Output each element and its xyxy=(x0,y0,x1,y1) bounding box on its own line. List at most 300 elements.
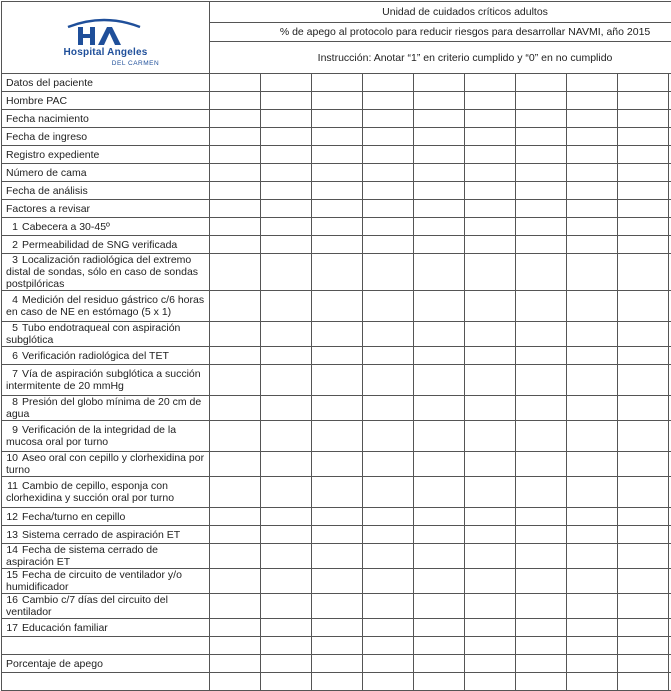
checklist-cell[interactable] xyxy=(363,164,414,182)
table-row xyxy=(2,236,671,254)
checklist-cell[interactable] xyxy=(618,452,669,477)
checklist-cell[interactable] xyxy=(210,146,261,164)
checklist-cell[interactable] xyxy=(618,637,669,655)
checklist-cell[interactable] xyxy=(210,637,261,655)
row-label-text: Medición del residuo gástrico c/6 horas en caso de NE en estómago (5 x 1) xyxy=(6,294,204,318)
checklist-cell[interactable] xyxy=(465,347,516,365)
logo-subtitle: DEL CARMEN xyxy=(2,58,209,70)
checklist-cell[interactable] xyxy=(414,452,465,477)
navmi-checklist-table xyxy=(1,1,671,691)
checklist-cell[interactable] xyxy=(261,508,312,526)
checklist-cell[interactable] xyxy=(363,508,414,526)
checklist-cell[interactable] xyxy=(465,92,516,110)
checklist-cell[interactable] xyxy=(261,544,312,569)
checklist-cell[interactable] xyxy=(363,200,414,218)
table-row xyxy=(2,146,671,164)
checklist-cell[interactable] xyxy=(312,452,363,477)
checklist-cell[interactable] xyxy=(465,452,516,477)
checklist-cell[interactable] xyxy=(465,218,516,236)
checklist-cell[interactable] xyxy=(261,619,312,637)
checklist-cell[interactable] xyxy=(210,254,261,291)
hospital-logo xyxy=(2,5,209,71)
checklist-cell[interactable] xyxy=(261,637,312,655)
checklist-cell[interactable] xyxy=(618,291,669,322)
logo-name: Hospital Angeles xyxy=(2,47,209,59)
checklist-cell[interactable] xyxy=(516,452,567,477)
checklist-cell[interactable] xyxy=(567,452,618,477)
row-label xyxy=(2,477,210,508)
checklist-cell[interactable] xyxy=(618,128,669,146)
checklist-cell[interactable] xyxy=(414,347,465,365)
checklist-cell[interactable] xyxy=(414,637,465,655)
table-row xyxy=(2,569,671,594)
checklist-cell[interactable] xyxy=(312,322,363,347)
checklist-cell[interactable] xyxy=(363,322,414,347)
checklist-cell[interactable] xyxy=(312,637,363,655)
checklist-cell[interactable] xyxy=(261,526,312,544)
checklist-cell[interactable] xyxy=(363,92,414,110)
checklist-cell[interactable] xyxy=(312,421,363,452)
checklist-cell[interactable] xyxy=(465,182,516,200)
checklist-cell[interactable] xyxy=(414,322,465,347)
checklist-cell[interactable] xyxy=(465,655,516,673)
checklist-cell[interactable] xyxy=(363,452,414,477)
row-number: 15 xyxy=(6,569,18,581)
checklist-cell[interactable] xyxy=(618,396,669,421)
checklist-cell[interactable] xyxy=(516,347,567,365)
checklist-cell[interactable] xyxy=(312,477,363,508)
checklist-cell[interactable] xyxy=(516,164,567,182)
checklist-cell[interactable] xyxy=(618,421,669,452)
checklist-cell[interactable] xyxy=(465,619,516,637)
checklist-cell[interactable] xyxy=(210,477,261,508)
checklist-cell[interactable] xyxy=(261,146,312,164)
checklist-cell[interactable] xyxy=(312,365,363,396)
checklist-cell[interactable] xyxy=(261,477,312,508)
checklist-cell[interactable] xyxy=(210,322,261,347)
checklist-cell[interactable] xyxy=(414,594,465,619)
checklist-cell[interactable] xyxy=(567,146,618,164)
checklist-cell[interactable] xyxy=(312,74,363,92)
checklist-cell[interactable] xyxy=(567,655,618,673)
checklist-cell[interactable] xyxy=(465,477,516,508)
checklist-cell[interactable] xyxy=(618,218,669,236)
checklist-cell[interactable] xyxy=(414,164,465,182)
checklist-cell[interactable] xyxy=(261,110,312,128)
row-label xyxy=(2,182,210,200)
checklist-cell[interactable] xyxy=(363,128,414,146)
checklist-cell[interactable] xyxy=(261,164,312,182)
checklist-cell[interactable] xyxy=(618,508,669,526)
checklist-cell[interactable] xyxy=(312,164,363,182)
logo-cell xyxy=(2,2,210,74)
row-label xyxy=(2,200,210,218)
checklist-cell[interactable] xyxy=(312,110,363,128)
checklist-cell[interactable] xyxy=(363,218,414,236)
table-row xyxy=(2,655,671,673)
checklist-cell[interactable] xyxy=(363,365,414,396)
row-number: 7 xyxy=(6,368,18,380)
table-row xyxy=(2,396,671,421)
header-unit-title: Unidad de cuidados críticos adultos xyxy=(210,2,671,23)
checklist-cell[interactable] xyxy=(618,110,669,128)
checklist-cell[interactable] xyxy=(465,396,516,421)
checklist-cell[interactable] xyxy=(363,526,414,544)
checklist-cell[interactable] xyxy=(516,544,567,569)
checklist-cell[interactable] xyxy=(414,365,465,396)
checklist-cell[interactable] xyxy=(465,146,516,164)
checklist-cell[interactable] xyxy=(414,236,465,254)
checklist-cell[interactable] xyxy=(618,619,669,637)
checklist-cell[interactable] xyxy=(210,236,261,254)
checklist-cell[interactable] xyxy=(618,365,669,396)
checklist-cell[interactable] xyxy=(567,347,618,365)
checklist-cell[interactable] xyxy=(618,544,669,569)
checklist-cell[interactable] xyxy=(414,421,465,452)
checklist-cell[interactable] xyxy=(312,619,363,637)
checklist-cell[interactable] xyxy=(516,396,567,421)
checklist-cell[interactable] xyxy=(516,322,567,347)
checklist-cell[interactable] xyxy=(210,421,261,452)
checklist-cell[interactable] xyxy=(261,421,312,452)
checklist-cell[interactable] xyxy=(261,254,312,291)
checklist-cell[interactable] xyxy=(261,569,312,594)
checklist-cell[interactable] xyxy=(516,110,567,128)
checklist-cell[interactable] xyxy=(261,74,312,92)
checklist-cell[interactable] xyxy=(465,594,516,619)
checklist-cell[interactable] xyxy=(414,146,465,164)
checklist-cell[interactable] xyxy=(312,544,363,569)
checklist-cell[interactable] xyxy=(210,92,261,110)
checklist-cell[interactable] xyxy=(261,347,312,365)
checklist-cell[interactable] xyxy=(210,508,261,526)
checklist-cell[interactable] xyxy=(210,569,261,594)
row-label-text: Educación familiar xyxy=(22,622,108,634)
checklist-cell[interactable] xyxy=(618,182,669,200)
row-label-text: Hombre PAC xyxy=(6,95,67,107)
checklist-cell[interactable] xyxy=(465,365,516,396)
checklist-cell[interactable] xyxy=(516,569,567,594)
checklist-cell[interactable] xyxy=(567,291,618,322)
row-label xyxy=(2,508,210,526)
checklist-cell[interactable] xyxy=(363,236,414,254)
checklist-cell[interactable] xyxy=(567,396,618,421)
checklist-cell[interactable] xyxy=(618,655,669,673)
checklist-cell[interactable] xyxy=(516,74,567,92)
checklist-cell[interactable] xyxy=(210,347,261,365)
checklist-cell[interactable] xyxy=(465,544,516,569)
checklist-cell[interactable] xyxy=(567,569,618,594)
checklist-cell[interactable] xyxy=(567,110,618,128)
checklist-cell[interactable] xyxy=(261,673,312,691)
checklist-cell[interactable] xyxy=(363,477,414,508)
row-label-text: Fecha de ingreso xyxy=(6,131,87,143)
checklist-cell[interactable] xyxy=(618,594,669,619)
checklist-cell[interactable] xyxy=(312,92,363,110)
checklist-cell[interactable] xyxy=(567,128,618,146)
checklist-cell[interactable] xyxy=(312,236,363,254)
checklist-cell[interactable] xyxy=(210,526,261,544)
checklist-cell[interactable] xyxy=(516,236,567,254)
checklist-cell[interactable] xyxy=(261,182,312,200)
checklist-cell[interactable] xyxy=(567,74,618,92)
table-row xyxy=(2,110,671,128)
checklist-cell[interactable] xyxy=(414,477,465,508)
checklist-cell[interactable] xyxy=(312,347,363,365)
checklist-cell[interactable] xyxy=(465,200,516,218)
row-label xyxy=(2,74,210,92)
checklist-cell[interactable] xyxy=(210,218,261,236)
checklist-cell[interactable] xyxy=(567,544,618,569)
checklist-cell[interactable] xyxy=(516,477,567,508)
checklist-cell[interactable] xyxy=(414,92,465,110)
row-label-text: Factores a revisar xyxy=(6,203,90,215)
checklist-cell[interactable] xyxy=(210,673,261,691)
checklist-cell[interactable] xyxy=(465,637,516,655)
checklist-cell[interactable] xyxy=(567,365,618,396)
checklist-cell[interactable] xyxy=(618,74,669,92)
checklist-cell[interactable] xyxy=(261,218,312,236)
checklist-cell[interactable] xyxy=(363,421,414,452)
row-label xyxy=(2,365,210,396)
table-row xyxy=(2,477,671,508)
checklist-cell[interactable] xyxy=(567,594,618,619)
checklist-cell[interactable] xyxy=(261,322,312,347)
checklist-cell[interactable] xyxy=(210,544,261,569)
checklist-cell[interactable] xyxy=(414,254,465,291)
checklist-cell[interactable] xyxy=(414,544,465,569)
checklist-cell[interactable] xyxy=(414,569,465,594)
table-row xyxy=(2,254,671,291)
checklist-cell[interactable] xyxy=(516,508,567,526)
checklist-cell[interactable] xyxy=(465,421,516,452)
checklist-cell[interactable] xyxy=(363,637,414,655)
checklist-cell[interactable] xyxy=(261,396,312,421)
row-label-text: Número de cama xyxy=(6,167,87,179)
checklist-cell[interactable] xyxy=(567,477,618,508)
checklist-cell[interactable] xyxy=(414,619,465,637)
checklist-cell[interactable] xyxy=(363,396,414,421)
checklist-cell[interactable] xyxy=(465,569,516,594)
checklist-cell[interactable] xyxy=(618,146,669,164)
checklist-cell[interactable] xyxy=(618,164,669,182)
row-number: 6 xyxy=(6,350,18,362)
checklist-cell[interactable] xyxy=(516,526,567,544)
checklist-cell[interactable] xyxy=(414,396,465,421)
checklist-cell[interactable] xyxy=(261,452,312,477)
checklist-cell[interactable] xyxy=(210,128,261,146)
checklist-cell[interactable] xyxy=(312,182,363,200)
checklist-cell[interactable] xyxy=(363,74,414,92)
checklist-cell[interactable] xyxy=(312,526,363,544)
checklist-cell[interactable] xyxy=(465,236,516,254)
row-label-text: Permeabilidad de SNG verificada xyxy=(22,239,177,251)
checklist-cell[interactable] xyxy=(210,365,261,396)
checklist-cell[interactable] xyxy=(261,200,312,218)
checklist-cell[interactable] xyxy=(414,673,465,691)
checklist-cell[interactable] xyxy=(363,673,414,691)
checklist-cell[interactable] xyxy=(261,594,312,619)
checklist-cell[interactable] xyxy=(618,200,669,218)
checklist-cell[interactable] xyxy=(312,594,363,619)
checklist-cell[interactable] xyxy=(465,508,516,526)
checklist-cell[interactable] xyxy=(312,254,363,291)
checklist-cell[interactable] xyxy=(567,508,618,526)
checklist-cell[interactable] xyxy=(363,254,414,291)
checklist-cell[interactable] xyxy=(618,92,669,110)
checklist-cell[interactable] xyxy=(261,291,312,322)
checklist-cell[interactable] xyxy=(465,254,516,291)
checklist-cell[interactable] xyxy=(312,128,363,146)
checklist-cell[interactable] xyxy=(567,637,618,655)
checklist-cell[interactable] xyxy=(261,655,312,673)
checklist-cell[interactable] xyxy=(312,655,363,673)
row-number: 13 xyxy=(6,529,18,541)
checklist-cell[interactable] xyxy=(312,396,363,421)
table-row xyxy=(2,619,671,637)
checklist-cell[interactable] xyxy=(363,110,414,128)
checklist-cell[interactable] xyxy=(465,164,516,182)
checklist-cell[interactable] xyxy=(516,637,567,655)
checklist-cell[interactable] xyxy=(618,347,669,365)
checklist-cell[interactable] xyxy=(567,182,618,200)
checklist-cell[interactable] xyxy=(567,526,618,544)
row-label-text: Aseo oral con cepillo y clorhexidina por turno xyxy=(6,452,204,476)
checklist-cell[interactable] xyxy=(516,254,567,291)
checklist-cell[interactable] xyxy=(414,291,465,322)
checklist-cell[interactable] xyxy=(516,291,567,322)
table-row xyxy=(2,322,671,347)
checklist-cell[interactable] xyxy=(618,569,669,594)
checklist-cell[interactable] xyxy=(567,92,618,110)
checklist-cell[interactable] xyxy=(261,365,312,396)
checklist-cell[interactable] xyxy=(516,182,567,200)
checklist-cell[interactable] xyxy=(465,322,516,347)
checklist-cell[interactable] xyxy=(312,200,363,218)
checklist-cell[interactable] xyxy=(312,291,363,322)
checklist-cell[interactable] xyxy=(363,347,414,365)
checklist-cell[interactable] xyxy=(261,236,312,254)
checklist-cell[interactable] xyxy=(516,655,567,673)
row-label-text: Cambio de cepillo, esponja con clorhexidina y succión oral por turno xyxy=(6,480,174,504)
checklist-cell[interactable] xyxy=(516,619,567,637)
checklist-cell[interactable] xyxy=(414,655,465,673)
row-label xyxy=(2,254,210,291)
checklist-cell[interactable] xyxy=(618,322,669,347)
row-number: 10 xyxy=(6,452,18,464)
checklist-cell[interactable] xyxy=(261,128,312,146)
checklist-cell[interactable] xyxy=(210,655,261,673)
row-label-text: Localización radiológica del extremo distal de sondas, sólo en caso de sondas postpilóricas xyxy=(6,254,198,290)
checklist-cell[interactable] xyxy=(516,594,567,619)
checklist-cell[interactable] xyxy=(516,218,567,236)
checklist-cell[interactable] xyxy=(363,655,414,673)
checklist-cell[interactable] xyxy=(516,365,567,396)
checklist-cell[interactable] xyxy=(414,508,465,526)
checklist-cell[interactable] xyxy=(210,200,261,218)
checklist-cell[interactable] xyxy=(567,236,618,254)
checklist-cell[interactable] xyxy=(363,594,414,619)
checklist-cell[interactable] xyxy=(312,569,363,594)
checklist-cell[interactable] xyxy=(210,74,261,92)
table-row xyxy=(2,182,671,200)
row-label xyxy=(2,421,210,452)
checklist-cell[interactable] xyxy=(465,526,516,544)
checklist-cell[interactable] xyxy=(210,396,261,421)
checklist-cell[interactable] xyxy=(618,477,669,508)
checklist-cell[interactable] xyxy=(567,254,618,291)
hospital-logo-icon xyxy=(66,17,142,47)
checklist-cell[interactable] xyxy=(516,92,567,110)
checklist-cell[interactable] xyxy=(210,619,261,637)
checklist-cell[interactable] xyxy=(363,182,414,200)
checklist-cell[interactable] xyxy=(210,110,261,128)
checklist-cell[interactable] xyxy=(414,128,465,146)
checklist-cell[interactable] xyxy=(414,182,465,200)
checklist-cell[interactable] xyxy=(363,291,414,322)
table-row xyxy=(2,291,671,322)
checklist-cell[interactable] xyxy=(312,508,363,526)
checklist-cell[interactable] xyxy=(567,164,618,182)
table-row xyxy=(2,508,671,526)
checklist-cell[interactable] xyxy=(363,544,414,569)
checklist-cell[interactable] xyxy=(414,74,465,92)
checklist-cell[interactable] xyxy=(465,128,516,146)
checklist-cell[interactable] xyxy=(363,146,414,164)
checklist-cell[interactable] xyxy=(567,218,618,236)
checklist-cell[interactable] xyxy=(210,182,261,200)
checklist-cell[interactable] xyxy=(414,110,465,128)
checklist-cell[interactable] xyxy=(210,164,261,182)
checklist-cell[interactable] xyxy=(363,569,414,594)
checklist-cell[interactable] xyxy=(363,619,414,637)
checklist-cell[interactable] xyxy=(312,673,363,691)
checklist-cell[interactable] xyxy=(210,291,261,322)
checklist-cell[interactable] xyxy=(465,673,516,691)
checklist-cell[interactable] xyxy=(261,92,312,110)
checklist-cell[interactable] xyxy=(465,291,516,322)
checklist-cell[interactable] xyxy=(516,200,567,218)
checklist-cell[interactable] xyxy=(465,110,516,128)
checklist-cell[interactable] xyxy=(312,218,363,236)
checklist-cell[interactable] xyxy=(618,526,669,544)
row-label xyxy=(2,544,210,569)
checklist-cell[interactable] xyxy=(618,254,669,291)
checklist-cell[interactable] xyxy=(618,236,669,254)
checklist-cell[interactable] xyxy=(210,594,261,619)
row-label xyxy=(2,322,210,347)
checklist-cell[interactable] xyxy=(414,200,465,218)
checklist-cell[interactable] xyxy=(210,452,261,477)
checklist-cell[interactable] xyxy=(567,619,618,637)
row-number: 11 xyxy=(6,480,18,492)
checklist-cell[interactable] xyxy=(567,421,618,452)
row-label xyxy=(2,569,210,594)
checklist-cell[interactable] xyxy=(567,673,618,691)
checklist-cell[interactable] xyxy=(414,526,465,544)
checklist-cell[interactable] xyxy=(567,200,618,218)
checklist-cell[interactable] xyxy=(516,146,567,164)
checklist-cell[interactable] xyxy=(516,421,567,452)
checklist-cell[interactable] xyxy=(516,128,567,146)
checklist-cell[interactable] xyxy=(414,218,465,236)
checklist-cell[interactable] xyxy=(312,146,363,164)
checklist-cell[interactable] xyxy=(567,322,618,347)
checklist-cell[interactable] xyxy=(465,74,516,92)
checklist-cell[interactable] xyxy=(618,673,669,691)
checklist-cell[interactable] xyxy=(516,673,567,691)
row-number: 8 xyxy=(6,396,18,408)
